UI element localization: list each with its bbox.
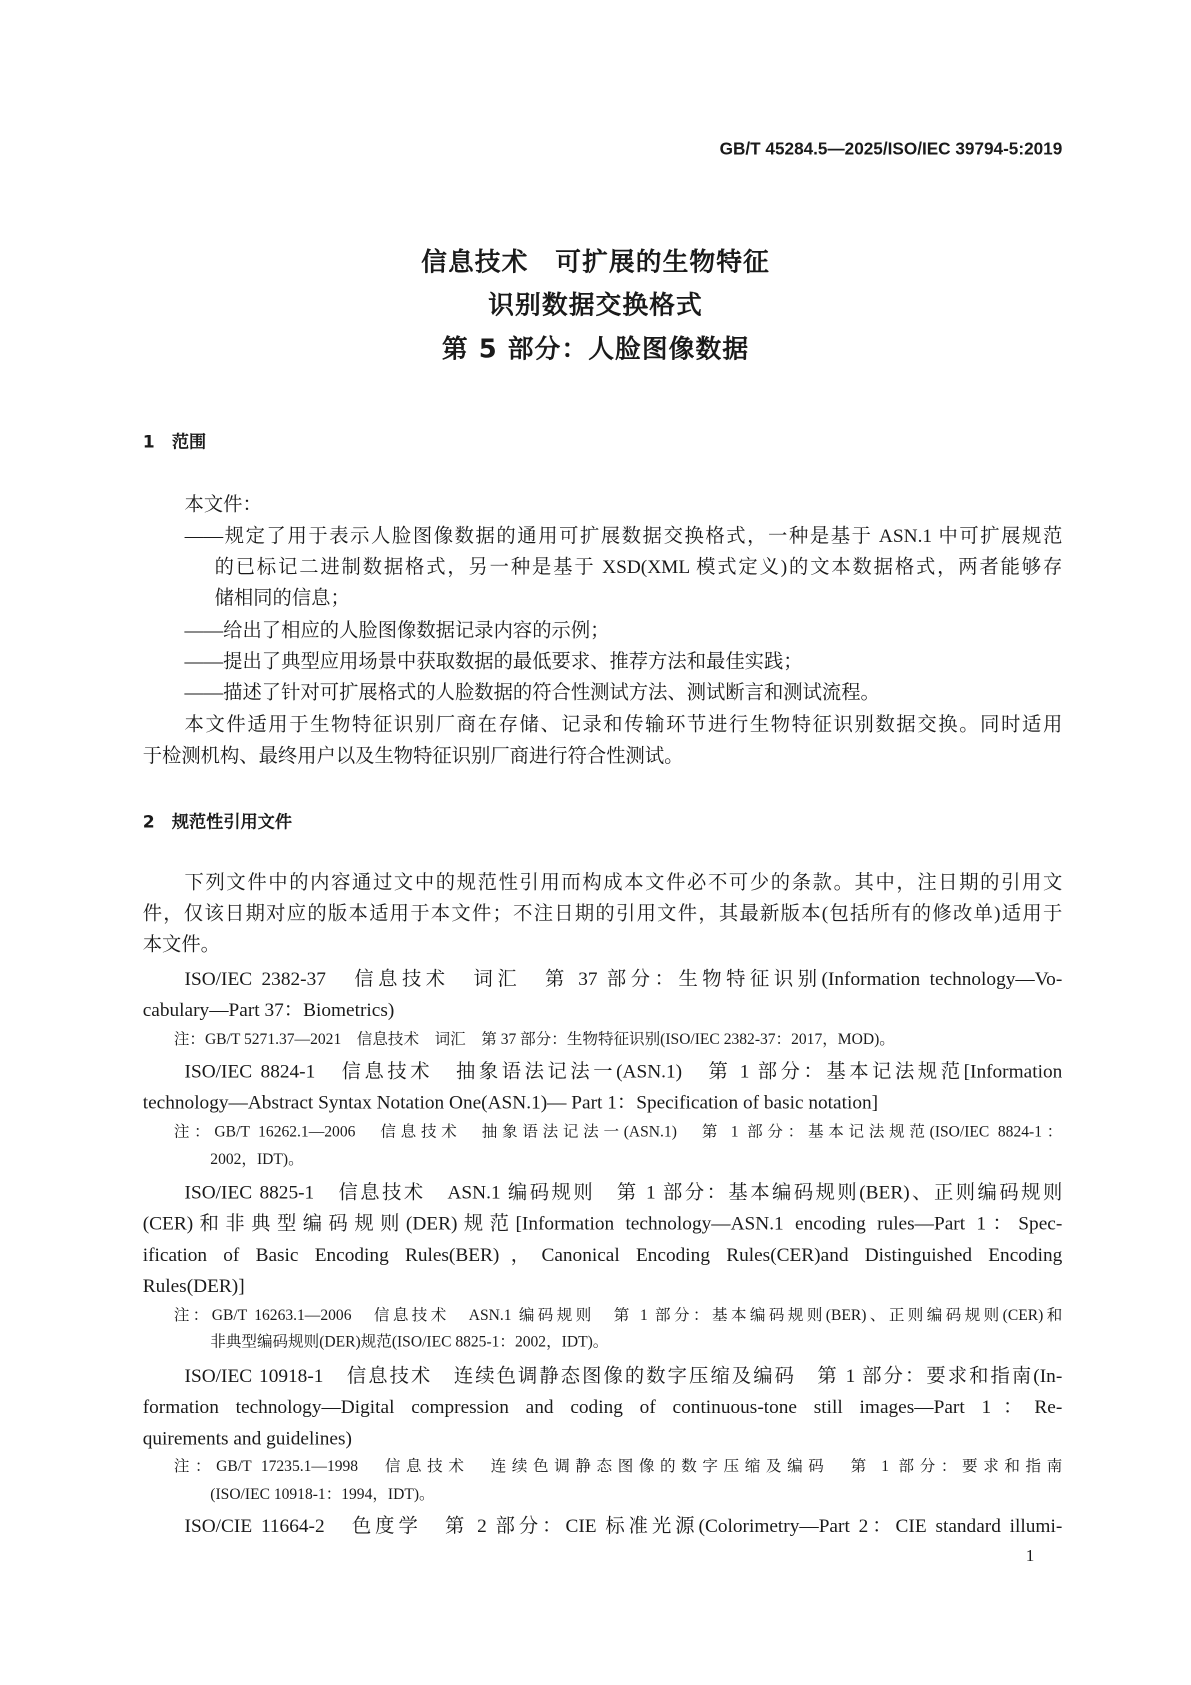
- standard-code-header: GB/T 45284.5—2025/ISO/IEC 39794-5:2019: [719, 140, 1063, 159]
- note-line: 注：GB/T 16263.1—2006 信息技术 ASN.1 编码规则 第 1 部分：基本编码规则(BER)、正则编码规则(CER)和: [173, 1306, 1063, 1325]
- text-line: ISO/IEC 2382-37 信息技术 词汇 第 37 部分：生物特征识别(Information technology—Vo-: [184, 967, 1063, 990]
- text-line: Rules(DER)]: [142, 1274, 245, 1297]
- text-line: 本文件：: [184, 493, 262, 516]
- text-line: ISO/CIE 11664-2 色度学 第 2 部分：CIE 标准光源(Colorimetry—Part 2：CIE standard illumi-: [184, 1515, 1063, 1537]
- text-line: ISO/IEC 8825-1 信息技术 ASN.1 编码规则 第 1 部分：基本编码规则(BER)、正则编码规则: [184, 1181, 1063, 1203]
- text-line: 本文件适用于生物特征识别厂商在存储、记录和传输环节进行生物特征识别数据交换。同时适用: [184, 713, 1063, 736]
- text-line: ——规定了用于表示人脸图像数据的通用可扩展数据交换格式，一种是基于 ASN.1 中可扩展规范: [184, 524, 1063, 547]
- note-line: (ISO/IEC 10918-1：1994，IDT)。: [210, 1486, 435, 1504]
- document-title-line: 信息技术 可扩展的生物特征: [421, 246, 770, 277]
- text-line: 下列文件中的内容通过文中的规范性引用而构成本文件必不可少的条款。其中，注日期的引用文: [184, 871, 1063, 893]
- text-line: technology—Abstract Syntax Notation One(ASN.1)— Part 1：Specification of basic notation]: [142, 1091, 879, 1113]
- text-line: (CER)和非典型编码规则(DER)规范[Information technology—ASN.1 encoding rules—Part 1：Spec-: [142, 1212, 1063, 1234]
- text-line: ——描述了针对可扩展格式的人脸数据的符合性测试方法、测试断言和测试流程。: [184, 681, 880, 703]
- note-line: 注：GB/T 17235.1—1998 信息技术 连续色调静态图像的数字压缩及编码 第 1 部分：要求和指南: [173, 1458, 1063, 1476]
- text-line: formation technology—Digital compression and coding of continuous-tone still images—Part 1：Re-: [142, 1395, 1063, 1418]
- text-line: 本文件。: [142, 933, 220, 955]
- text-line: ISO/IEC 10918-1 信息技术 连续色调静态图像的数字压缩及编码 第 1 部分：要求和指南(In-: [184, 1364, 1063, 1387]
- text-line: cabulary—Part 37：Biometrics): [142, 998, 395, 1021]
- text-line: ISO/IEC 8824-1 信息技术 抽象语法记法一(ASN.1) 第 1 部分：基本记法规范[Information: [184, 1060, 1063, 1082]
- text-line: 的已标记二进制数据格式，另一种是基于 XSD(XML 模式定义)的文本数据格式，两者能够存: [214, 555, 1063, 578]
- document-title-line: 识别数据交换格式: [488, 289, 703, 320]
- section-heading: 2 规范性引用文件: [142, 811, 293, 832]
- text-line: ification of Basic Encoding Rules(BER)，Canonical Encoding Rules(CER)and Distinguished Encoding: [142, 1243, 1063, 1266]
- text-line: ——给出了相应的人脸图像数据记录内容的示例；: [184, 619, 610, 641]
- section-heading: 1 范围: [142, 431, 207, 452]
- document-title-line: 第 5 部分：人脸图像数据: [441, 333, 750, 364]
- note-line: 注：GB/T 16262.1—2006 信息技术 抽象语法记法一(ASN.1) 第 1 部分：基本记法规范(ISO/IEC 8824-1：: [173, 1123, 1063, 1141]
- text-line: ——提出了典型应用场景中获取数据的最低要求、推荐方法和最佳实践；: [184, 650, 803, 672]
- text-line: 储相同的信息；: [214, 586, 350, 609]
- text-line: 件，仅该日期对应的版本适用于本文件；不注日期的引用文件，其最新版本(包括所有的修改单)适用于: [142, 902, 1063, 924]
- text-line: 于检测机构、最终用户以及生物特征识别厂商进行符合性测试。: [142, 744, 684, 767]
- text-line: quirements and guidelines): [142, 1427, 352, 1449]
- note-line: 2002，IDT)。: [210, 1151, 304, 1169]
- note-line: 非典型编码规则(DER)规范(ISO/IEC 8825-1：2002，IDT)。: [210, 1333, 609, 1351]
- note-line: 注：GB/T 5271.37—2021 信息技术 词汇 第 37 部分：生物特征识别(ISO/IEC 2382-37：2017，MOD)。: [173, 1031, 895, 1049]
- page-number: 1: [1025, 1547, 1035, 1566]
